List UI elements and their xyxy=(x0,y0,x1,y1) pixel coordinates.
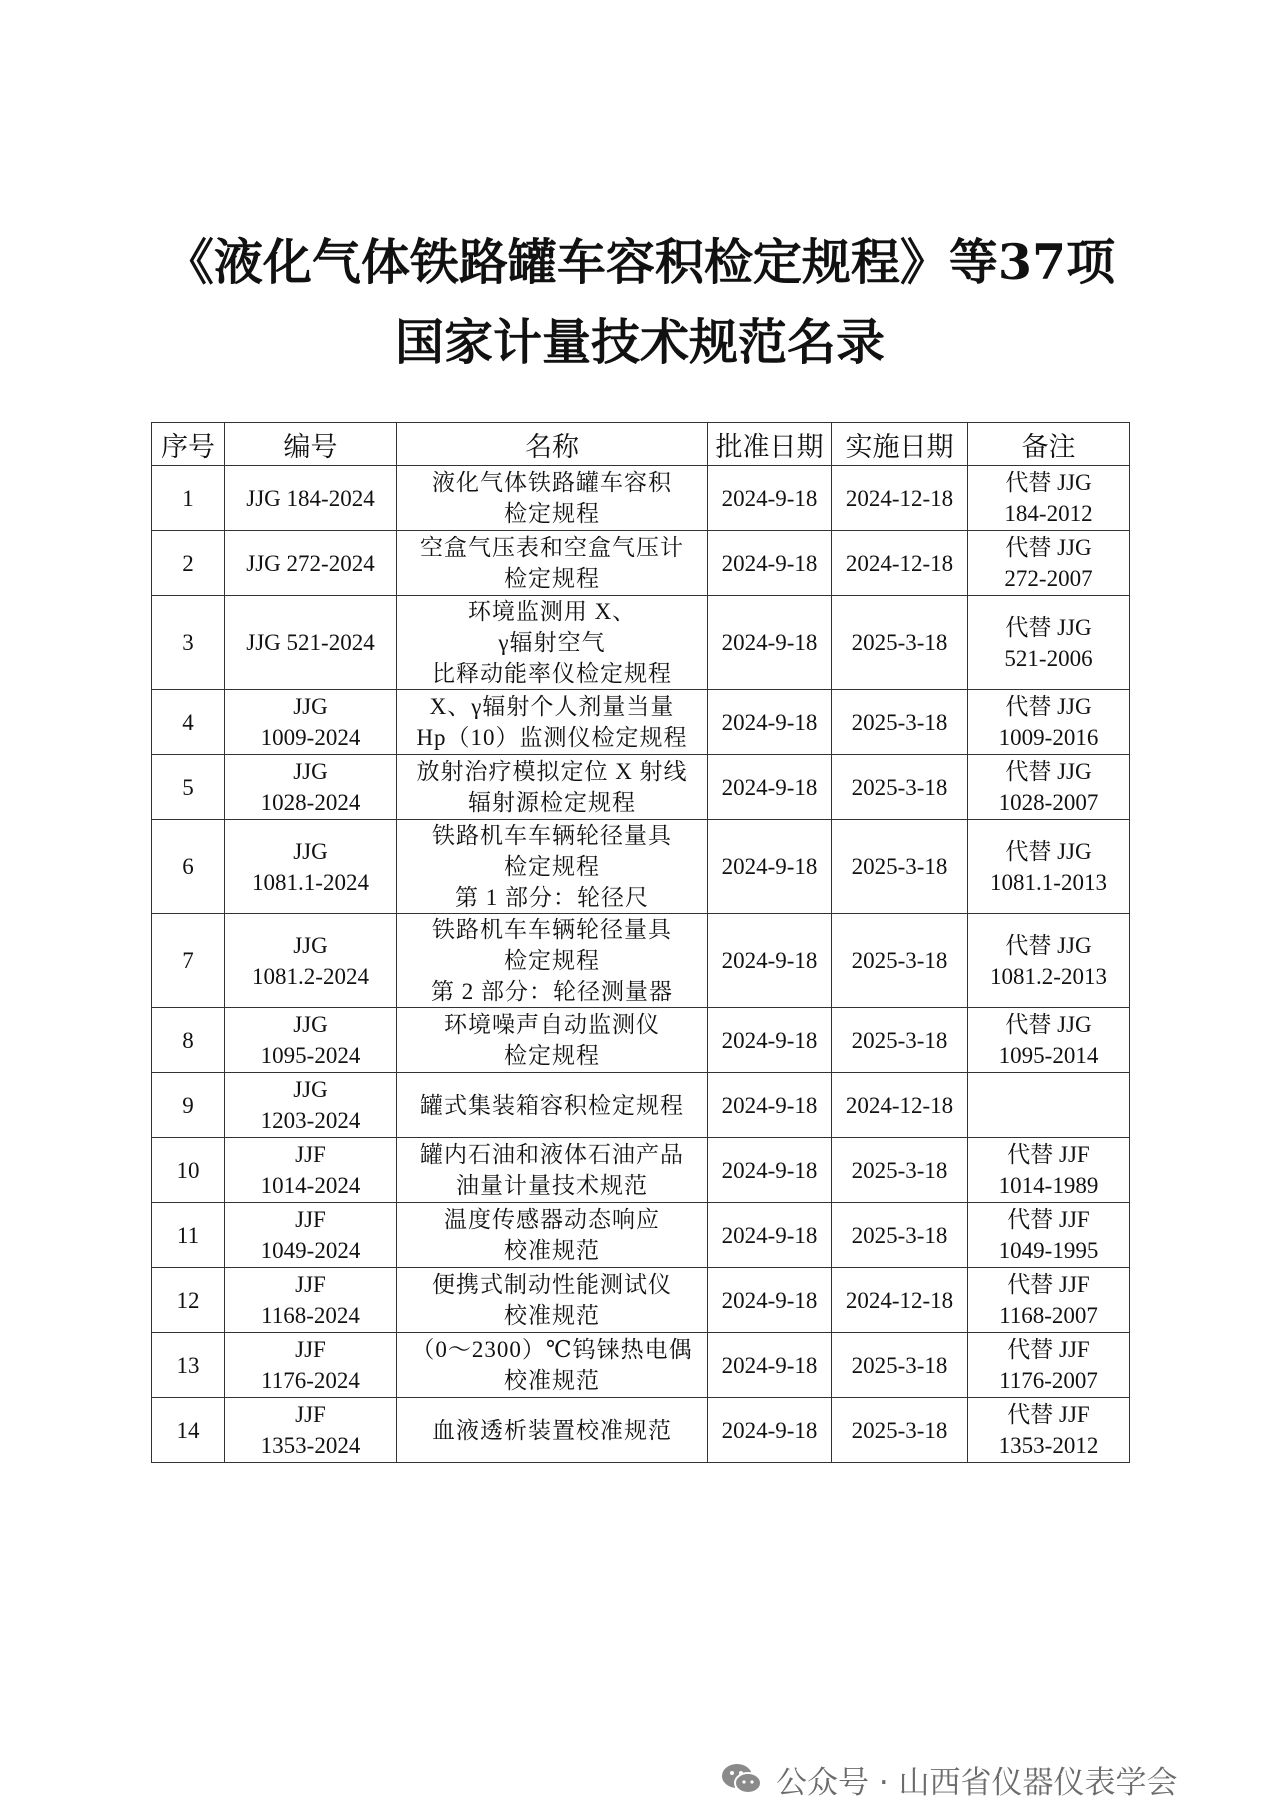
note-line: 代替 JJF xyxy=(1007,1402,1090,1427)
column-header-code: 编号 xyxy=(225,423,397,466)
note-line: 代替 JJG xyxy=(1005,932,1092,958)
name-line: 空盒气压表和空盒气压计 xyxy=(420,535,684,560)
name-line: 校准规范 xyxy=(504,1238,600,1263)
note-line: 代替 JJF xyxy=(1007,1272,1090,1297)
note-line: 1014-1989 xyxy=(998,1173,1099,1198)
effective-date-cell: 2025-3-18 xyxy=(832,1203,968,1268)
note-line: 1095-2014 xyxy=(998,1043,1099,1068)
note-cell xyxy=(968,466,1130,531)
code-line: JJF xyxy=(295,1272,326,1297)
effective-date-cell: 2025-3-18 xyxy=(832,820,968,914)
name-cell xyxy=(397,1333,708,1398)
table-row xyxy=(152,1138,1130,1203)
code-line: JJG xyxy=(293,932,328,958)
title-line-2: 国家计量技术规范名录 xyxy=(394,313,885,371)
name-cell xyxy=(397,1073,708,1138)
note-line: 代替 JJG xyxy=(1005,838,1092,864)
name-line: 罐式集装箱容积检定规程 xyxy=(420,1092,684,1118)
code-cell xyxy=(225,1203,397,1268)
note-line: 1028-2007 xyxy=(998,790,1099,815)
code-line: JJF xyxy=(295,1337,326,1362)
row-number-cell: 5 xyxy=(152,755,225,820)
note-cell xyxy=(968,755,1130,820)
note-line: 1049-1995 xyxy=(998,1238,1099,1263)
code-line: 1081.2-2024 xyxy=(252,963,369,989)
approved-date-cell: 2024-9-18 xyxy=(708,531,832,596)
row-number-cell: 9 xyxy=(152,1073,225,1138)
note-line: 1176-2007 xyxy=(999,1368,1098,1393)
row-number-cell: 6 xyxy=(152,820,225,914)
code-cell xyxy=(225,1138,397,1203)
code-cell xyxy=(225,690,397,755)
approved-date-cell: 2024-9-18 xyxy=(708,1268,832,1333)
code-line: JJF xyxy=(295,1402,326,1427)
note-line: 代替 JJG xyxy=(1005,1012,1092,1037)
row-number-cell: 4 xyxy=(152,690,225,755)
effective-date-cell: 2025-3-18 xyxy=(832,1138,968,1203)
name-line: 校准规范 xyxy=(504,1303,600,1328)
code-line: 1014-2024 xyxy=(260,1173,361,1198)
column-header-name: 名称 xyxy=(397,423,708,466)
approved-date-cell: 2024-9-18 xyxy=(708,1398,832,1463)
approved-date-cell: 2024-9-18 xyxy=(708,820,832,914)
code-cell xyxy=(225,914,397,1008)
note-cell xyxy=(968,1203,1130,1268)
effective-date-cell: 2025-3-18 xyxy=(832,914,968,1008)
name-line: 第 1 部分：轮径尺 xyxy=(455,885,649,910)
name-line: γ辐射空气 xyxy=(498,630,606,655)
table-body xyxy=(152,466,1130,1463)
note-cell xyxy=(968,690,1130,755)
approved-date-cell: 2024-9-18 xyxy=(708,1138,832,1203)
row-number-cell: 10 xyxy=(152,1138,225,1203)
code-line: JJG xyxy=(293,1077,328,1102)
note-line: 代替 JJG xyxy=(1005,614,1092,640)
note-line: 代替 JJF xyxy=(1007,1142,1090,1167)
note-cell xyxy=(968,1073,1130,1138)
name-cell xyxy=(397,1398,708,1463)
note-line: 代替 JJF xyxy=(1007,1207,1090,1232)
table-row xyxy=(152,914,1130,1008)
code-cell xyxy=(225,596,397,690)
row-number-cell: 14 xyxy=(152,1398,225,1463)
row-number-cell: 1 xyxy=(152,466,225,531)
table-row xyxy=(152,531,1130,596)
note-cell xyxy=(968,1398,1130,1463)
name-cell xyxy=(397,1008,708,1073)
code-line: JJG 521-2024 xyxy=(246,630,375,655)
code-cell xyxy=(225,1073,397,1138)
note-cell xyxy=(968,1268,1130,1333)
effective-date-cell: 2024-12-18 xyxy=(832,531,968,596)
document-title xyxy=(0,222,1280,382)
name-line: 环境噪声自动监测仪 xyxy=(444,1012,660,1037)
code-line: 1353-2024 xyxy=(260,1433,361,1458)
code-line: JJG xyxy=(293,838,328,864)
table-row xyxy=(152,1268,1130,1333)
column-header-note: 备注 xyxy=(968,423,1130,466)
code-line: JJG xyxy=(293,759,328,784)
code-line: 1176-2024 xyxy=(261,1368,360,1393)
table-row xyxy=(152,1398,1130,1463)
name-line: 液化气体铁路罐车容积 xyxy=(432,470,672,495)
row-number-cell: 13 xyxy=(152,1333,225,1398)
code-cell xyxy=(225,531,397,596)
code-line: 1168-2024 xyxy=(261,1303,360,1328)
name-line: 第 2 部分：轮径测量器 xyxy=(431,979,673,1004)
name-cell xyxy=(397,914,708,1008)
code-line: JJF xyxy=(295,1142,326,1167)
table-row xyxy=(152,1073,1130,1138)
effective-date-cell: 2024-12-18 xyxy=(832,466,968,531)
approved-date-cell: 2024-9-18 xyxy=(708,1073,832,1138)
approved-date-cell: 2024-9-18 xyxy=(708,1203,832,1268)
note-cell xyxy=(968,1008,1130,1073)
note-cell xyxy=(968,820,1130,914)
row-number-cell: 3 xyxy=(152,596,225,690)
name-cell xyxy=(397,1268,708,1333)
name-line: 检定规程 xyxy=(504,948,600,973)
code-cell xyxy=(225,1008,397,1073)
table-row xyxy=(152,1008,1130,1073)
name-line: 检定规程 xyxy=(504,854,600,879)
name-line: 便携式制动性能测试仪 xyxy=(432,1272,672,1297)
row-number-cell: 12 xyxy=(152,1268,225,1333)
effective-date-cell: 2025-3-18 xyxy=(832,1398,968,1463)
name-cell xyxy=(397,1138,708,1203)
name-cell xyxy=(397,466,708,531)
table-row xyxy=(152,755,1130,820)
effective-date-cell: 2025-3-18 xyxy=(832,1333,968,1398)
name-cell xyxy=(397,1203,708,1268)
name-cell xyxy=(397,755,708,820)
approved-date-cell: 2024-9-18 xyxy=(708,755,832,820)
name-line: 检定规程 xyxy=(504,566,600,591)
name-line: 检定规程 xyxy=(504,501,600,526)
name-cell xyxy=(397,531,708,596)
note-line: 代替 JJG xyxy=(1005,470,1092,495)
code-line: JJF xyxy=(295,1207,326,1232)
effective-date-cell: 2025-3-18 xyxy=(832,755,968,820)
code-line: 1009-2024 xyxy=(260,725,361,750)
name-cell xyxy=(397,690,708,755)
effective-date-cell: 2025-3-18 xyxy=(832,1008,968,1073)
code-line: JJG 272-2024 xyxy=(246,550,375,576)
name-line: X、γ辐射个人剂量当量 xyxy=(429,694,675,719)
note-cell xyxy=(968,531,1130,596)
note-line: 272-2007 xyxy=(1004,566,1093,591)
note-cell xyxy=(968,1138,1130,1203)
name-line: 油量计量技术规范 xyxy=(456,1173,648,1198)
wechat-footer xyxy=(720,1759,1178,1799)
code-cell xyxy=(225,755,397,820)
table-row xyxy=(152,466,1130,531)
name-line: 检定规程 xyxy=(504,1043,600,1068)
approved-date-cell: 2024-9-18 xyxy=(708,466,832,531)
name-line: 血液透析装置校准规范 xyxy=(432,1417,672,1443)
row-number-cell: 7 xyxy=(152,914,225,1008)
code-line: 1049-2024 xyxy=(260,1238,361,1263)
note-line: 代替 JJG xyxy=(1005,759,1092,784)
table-row xyxy=(152,596,1130,690)
approved-date-cell: 2024-9-18 xyxy=(708,1008,832,1073)
note-line: 1081.1-2013 xyxy=(990,869,1107,895)
table-row xyxy=(152,820,1130,914)
code-line: 1203-2024 xyxy=(260,1108,361,1133)
column-header-effective: 实施日期 xyxy=(832,423,968,466)
row-number-cell: 2 xyxy=(152,531,225,596)
code-cell xyxy=(225,1398,397,1463)
table-row xyxy=(152,690,1130,755)
effective-date-cell: 2025-3-18 xyxy=(832,596,968,690)
wechat-icon xyxy=(720,1761,764,1797)
note-line: 1081.2-2013 xyxy=(990,963,1107,989)
name-line: 罐内石油和液体石油产品 xyxy=(420,1142,684,1167)
approved-date-cell: 2024-9-18 xyxy=(708,690,832,755)
note-cell xyxy=(968,1333,1130,1398)
standards-table xyxy=(151,422,1130,1463)
column-header-approved: 批准日期 xyxy=(708,423,832,466)
name-line: 铁路机车车辆轮径量具 xyxy=(432,917,672,942)
note-line: 代替 JJG xyxy=(1005,535,1092,560)
note-line: 1353-2012 xyxy=(998,1433,1099,1458)
table-row xyxy=(152,1203,1130,1268)
code-cell xyxy=(225,466,397,531)
name-line: 放射治疗模拟定位 X 射线 xyxy=(416,759,688,784)
code-line: JJG xyxy=(293,694,328,719)
name-line: Hp（10）监测仪检定规程 xyxy=(416,725,688,750)
title-line-1: 《液化气体铁路罐车容积检定规程》等37项 xyxy=(164,233,1116,291)
approved-date-cell: 2024-9-18 xyxy=(708,596,832,690)
approved-date-cell: 2024-9-18 xyxy=(708,1333,832,1398)
table-row xyxy=(152,1333,1130,1398)
code-line: 1081.1-2024 xyxy=(252,869,369,895)
name-line: 铁路机车车辆轮径量具 xyxy=(432,823,672,848)
note-line: 代替 JJF xyxy=(1007,1337,1090,1362)
code-line: JJG 184-2024 xyxy=(246,485,375,511)
note-line: 184-2012 xyxy=(1004,501,1093,526)
name-cell xyxy=(397,596,708,690)
name-line: 温度传感器动态响应 xyxy=(444,1207,660,1232)
table-header-row xyxy=(152,423,1130,466)
code-line: 1028-2024 xyxy=(260,790,361,815)
approved-date-cell: 2024-9-18 xyxy=(708,914,832,1008)
code-line: JJG xyxy=(293,1012,328,1037)
name-line: （0～2300）℃钨铼热电偶 xyxy=(411,1337,693,1362)
name-line: 辐射源检定规程 xyxy=(468,790,636,815)
footer-text: 公众号 · 山西省仪器仪表学会 xyxy=(776,1764,1178,1801)
name-cell xyxy=(397,820,708,914)
name-line: 环境监测用 X、 xyxy=(467,599,637,624)
note-line: 1168-2007 xyxy=(999,1303,1098,1328)
row-number-cell: 11 xyxy=(152,1203,225,1268)
name-line: 比释动能率仪检定规程 xyxy=(432,661,672,686)
note-cell xyxy=(968,596,1130,690)
name-line: 校准规范 xyxy=(504,1368,600,1393)
code-cell xyxy=(225,1333,397,1398)
note-line: 1009-2016 xyxy=(998,725,1099,750)
note-line: 521-2006 xyxy=(1004,645,1093,671)
effective-date-cell: 2024-12-18 xyxy=(832,1268,968,1333)
code-cell xyxy=(225,1268,397,1333)
code-cell xyxy=(225,820,397,914)
note-line: 代替 JJG xyxy=(1005,694,1092,719)
effective-date-cell: 2025-3-18 xyxy=(832,690,968,755)
note-cell xyxy=(968,914,1130,1008)
column-header-no: 序号 xyxy=(152,423,225,466)
effective-date-cell: 2024-12-18 xyxy=(832,1073,968,1138)
code-line: 1095-2024 xyxy=(260,1043,361,1068)
row-number-cell: 8 xyxy=(152,1008,225,1073)
